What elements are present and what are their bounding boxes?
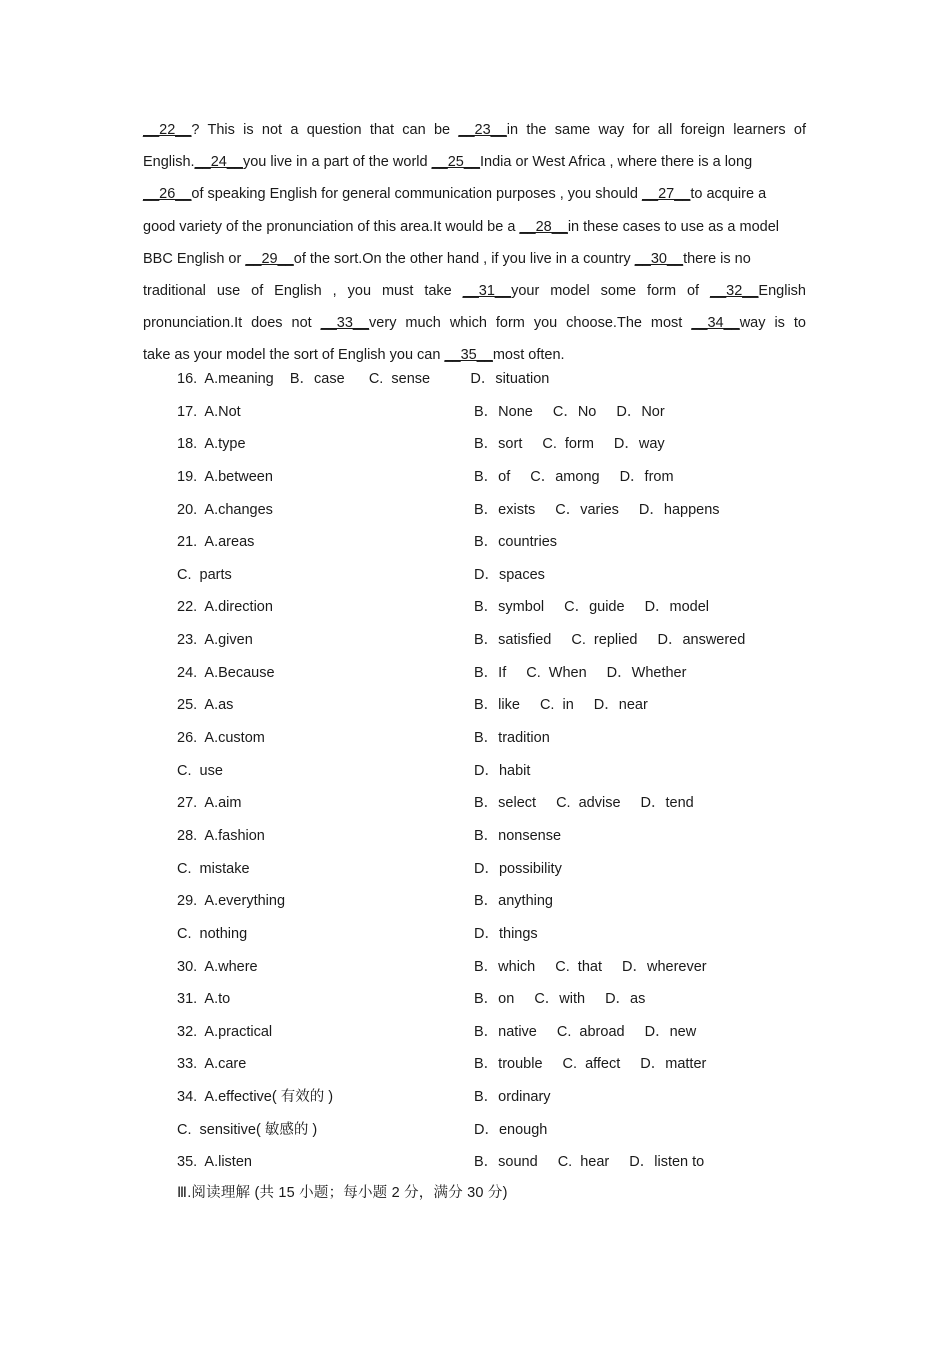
option-right [474, 1118, 547, 1142]
option-choice: D．spaces [474, 566, 545, 583]
option-left: 30. A.where [177, 958, 258, 975]
passage-line [143, 150, 806, 182]
passage-text: of speaking English for general communication purposes , you should [191, 186, 642, 203]
option-choice: D．tend [640, 795, 694, 812]
option-right [474, 1150, 704, 1174]
passage-text: there is no [683, 250, 751, 267]
option-choice: B．satisfied [474, 632, 552, 649]
option-left: 28. A.fashion [177, 827, 265, 844]
option-choice: B．anything [474, 893, 553, 910]
option-left: C. nothing [177, 925, 248, 942]
option-choice: C．among [530, 468, 600, 485]
option-choice: B．symbol [474, 599, 545, 616]
option-left: 21. A.areas [177, 534, 255, 551]
option-choice: B．exists [474, 501, 536, 518]
blank-number: __23__ [458, 122, 507, 138]
passage-text: English. [143, 154, 195, 171]
option-choice: D．answered [657, 632, 746, 649]
option-right [474, 628, 745, 652]
option-choice: C. When [526, 664, 587, 681]
option-choice: D．matter [640, 1056, 707, 1073]
option-row [177, 465, 817, 498]
option-choice: D．model [644, 599, 710, 616]
option-choice: C. that [555, 958, 602, 975]
passage-text: take as your model the sort of English you can [143, 347, 445, 364]
option-choice: B．select [474, 795, 537, 812]
option-choice: B．like [474, 697, 520, 714]
passage-text: way is to [739, 315, 806, 332]
option-choice: D．habit [474, 762, 531, 779]
option-row [177, 563, 817, 596]
passage-line [143, 182, 806, 214]
option-left: 16. A.meaning B．case C. sense D．situation [177, 371, 550, 387]
option-right [474, 498, 720, 522]
option-row [177, 824, 817, 857]
option-row [177, 987, 817, 1020]
passage-line [143, 215, 806, 247]
option-right [474, 857, 562, 881]
option-right [474, 530, 557, 554]
passage-text: to acquire a [690, 186, 767, 203]
passage-line [143, 247, 806, 279]
passage-text: ? This is not a question that can be [191, 122, 459, 138]
option-choice: D．enough [474, 1121, 548, 1138]
option-choice: C. hear [557, 1154, 610, 1171]
option-right [474, 661, 686, 685]
passage-text: good variety of the pronunciation of this area.It would be a [143, 218, 520, 235]
option-right [474, 400, 665, 424]
passage-text: your model some form of [511, 282, 711, 299]
section-heading: Ⅲ.阅读理解 (共 15 小题；每小题 2 分，满分 30 分) [177, 1185, 508, 1201]
option-choice: D．things [474, 925, 538, 942]
option-right [474, 563, 545, 587]
option-choice: C．guide [564, 599, 625, 616]
option-left: C. mistake [177, 860, 250, 877]
option-choice: D．near [593, 697, 648, 714]
option-row [177, 432, 817, 465]
option-choice: B．native [474, 1023, 537, 1040]
cloze-passage [143, 118, 806, 376]
option-choice: D．as [605, 991, 646, 1008]
blank-number: __26__ [143, 186, 192, 203]
option-right [474, 889, 553, 913]
option-row [177, 889, 817, 922]
option-row [177, 759, 817, 792]
blank-number: __33__ [320, 315, 370, 332]
passage-text: in these cases to use as a model [567, 218, 780, 235]
passage-text: most often. [492, 347, 565, 364]
option-choice: C．No [552, 403, 597, 420]
blank-number: __25__ [431, 154, 480, 171]
passage-line [143, 118, 806, 150]
blank-number: __31__ [462, 282, 512, 299]
option-row [177, 595, 817, 628]
option-right [474, 432, 665, 456]
option-choice: B．which [474, 958, 536, 975]
option-left: 20. A.changes [177, 501, 273, 518]
option-right [474, 726, 550, 750]
option-row [177, 1020, 817, 1053]
option-left: 19. A.between [177, 468, 273, 485]
passage-text: pronunciation.It does not [143, 315, 321, 332]
blank-number: __28__ [519, 218, 568, 235]
option-left: C. parts [177, 566, 232, 583]
option-left: 18. A.type [177, 436, 246, 453]
option-row [177, 1150, 817, 1183]
option-choice: C. form [542, 436, 594, 453]
option-choice: D．Nor [616, 403, 665, 420]
blank-number: __29__ [245, 250, 294, 267]
option-choice: D．new [644, 1023, 697, 1040]
option-choice: D．Whether [606, 664, 687, 681]
option-choice: C. abroad [556, 1023, 625, 1040]
option-row [177, 791, 817, 824]
option-choice: D．wherever [622, 958, 707, 975]
blank-number: __35__ [444, 347, 493, 364]
blank-number: __34__ [691, 315, 740, 332]
option-choice: B．sort [474, 436, 523, 453]
option-left: 34. A.effective( 有效的 ) [177, 1089, 334, 1106]
option-choice: C. advise [556, 795, 621, 812]
blank-number: __27__ [641, 186, 691, 203]
option-choice: B．of [474, 468, 511, 485]
option-choice: B．sound [474, 1154, 538, 1171]
option-choice: C. affect [562, 1056, 621, 1073]
option-right [474, 759, 530, 783]
answer-options [177, 367, 817, 1183]
option-choice: D．way [613, 436, 665, 453]
option-left: 23. A.given [177, 632, 253, 649]
option-right [474, 955, 707, 979]
option-choice: B．countries [474, 534, 558, 551]
passage-text: BBC English or [143, 250, 246, 267]
option-right [474, 1020, 696, 1044]
passage-text: English [758, 282, 806, 299]
option-right [474, 1052, 706, 1076]
option-row [177, 1052, 817, 1085]
option-right [474, 1085, 551, 1109]
option-row [177, 530, 817, 563]
option-right [474, 465, 674, 489]
option-left: 27. A.aim [177, 795, 242, 812]
option-left: 24. A.Because [177, 664, 275, 681]
option-right [474, 595, 709, 619]
option-row [177, 857, 817, 890]
option-left: C. use [177, 762, 223, 779]
blank-number: __32__ [710, 282, 759, 299]
passage-text: you live in a part of the world [242, 154, 432, 171]
option-choice: B．trouble [474, 1056, 543, 1073]
passage-text: traditional use of English , you must take [143, 282, 463, 299]
option-choice: B．tradition [474, 730, 550, 747]
passage-text: in the same way for all foreign learners of [506, 122, 806, 138]
blank-number: __24__ [194, 154, 243, 171]
option-choice: B．ordinary [474, 1089, 551, 1106]
option-left: 29. A.everything [177, 893, 286, 910]
option-row [177, 955, 817, 988]
blank-number: __30__ [634, 250, 684, 267]
option-choice: B．None [474, 403, 533, 420]
option-row [177, 661, 817, 694]
option-left: 32. A.practical [177, 1023, 273, 1040]
option-left: 31. A.to [177, 991, 231, 1008]
option-choice: D．listen to [629, 1154, 705, 1171]
option-choice: C．varies [555, 501, 619, 518]
option-choice: B．If [474, 664, 507, 681]
option-choice: D．from [619, 468, 674, 485]
option-row [177, 628, 817, 661]
option-choice: D．possibility [474, 860, 562, 877]
option-left: 35. A.listen [177, 1154, 252, 1171]
option-row [177, 1085, 817, 1118]
option-left: 26. A.custom [177, 730, 265, 747]
option-right [474, 791, 694, 815]
option-row [177, 1118, 817, 1151]
option-row [177, 922, 817, 955]
option-row [177, 693, 817, 726]
option-row [177, 367, 817, 400]
option-left: 33. A.care [177, 1056, 247, 1073]
option-choice: C. in [539, 697, 574, 714]
passage-line [143, 279, 806, 311]
option-left: 22. A.direction [177, 599, 273, 616]
option-row [177, 498, 817, 531]
option-left: 17. A.Not [177, 403, 241, 420]
blank-number: __22__ [143, 122, 192, 138]
option-row [177, 400, 817, 433]
option-row [177, 726, 817, 759]
option-left: 25. A.as [177, 697, 234, 714]
option-choice: C．with [534, 991, 586, 1008]
passage-text: of the sort.On the other hand , if you live in a country [293, 250, 635, 267]
option-right [474, 693, 648, 717]
passage-text: very much which form you choose.The most [369, 315, 692, 332]
passage-text: India or West Africa , where there is a long [479, 154, 753, 171]
option-right [474, 824, 561, 848]
option-right [474, 987, 645, 1011]
option-left: C. sensitive( 敏感的 ) [177, 1121, 318, 1138]
option-choice: B．nonsense [474, 827, 562, 844]
option-choice: C. replied [571, 632, 638, 649]
option-right [474, 922, 538, 946]
option-choice: D．happens [638, 501, 720, 518]
option-choice: B．on [474, 991, 515, 1008]
passage-line [143, 311, 806, 343]
